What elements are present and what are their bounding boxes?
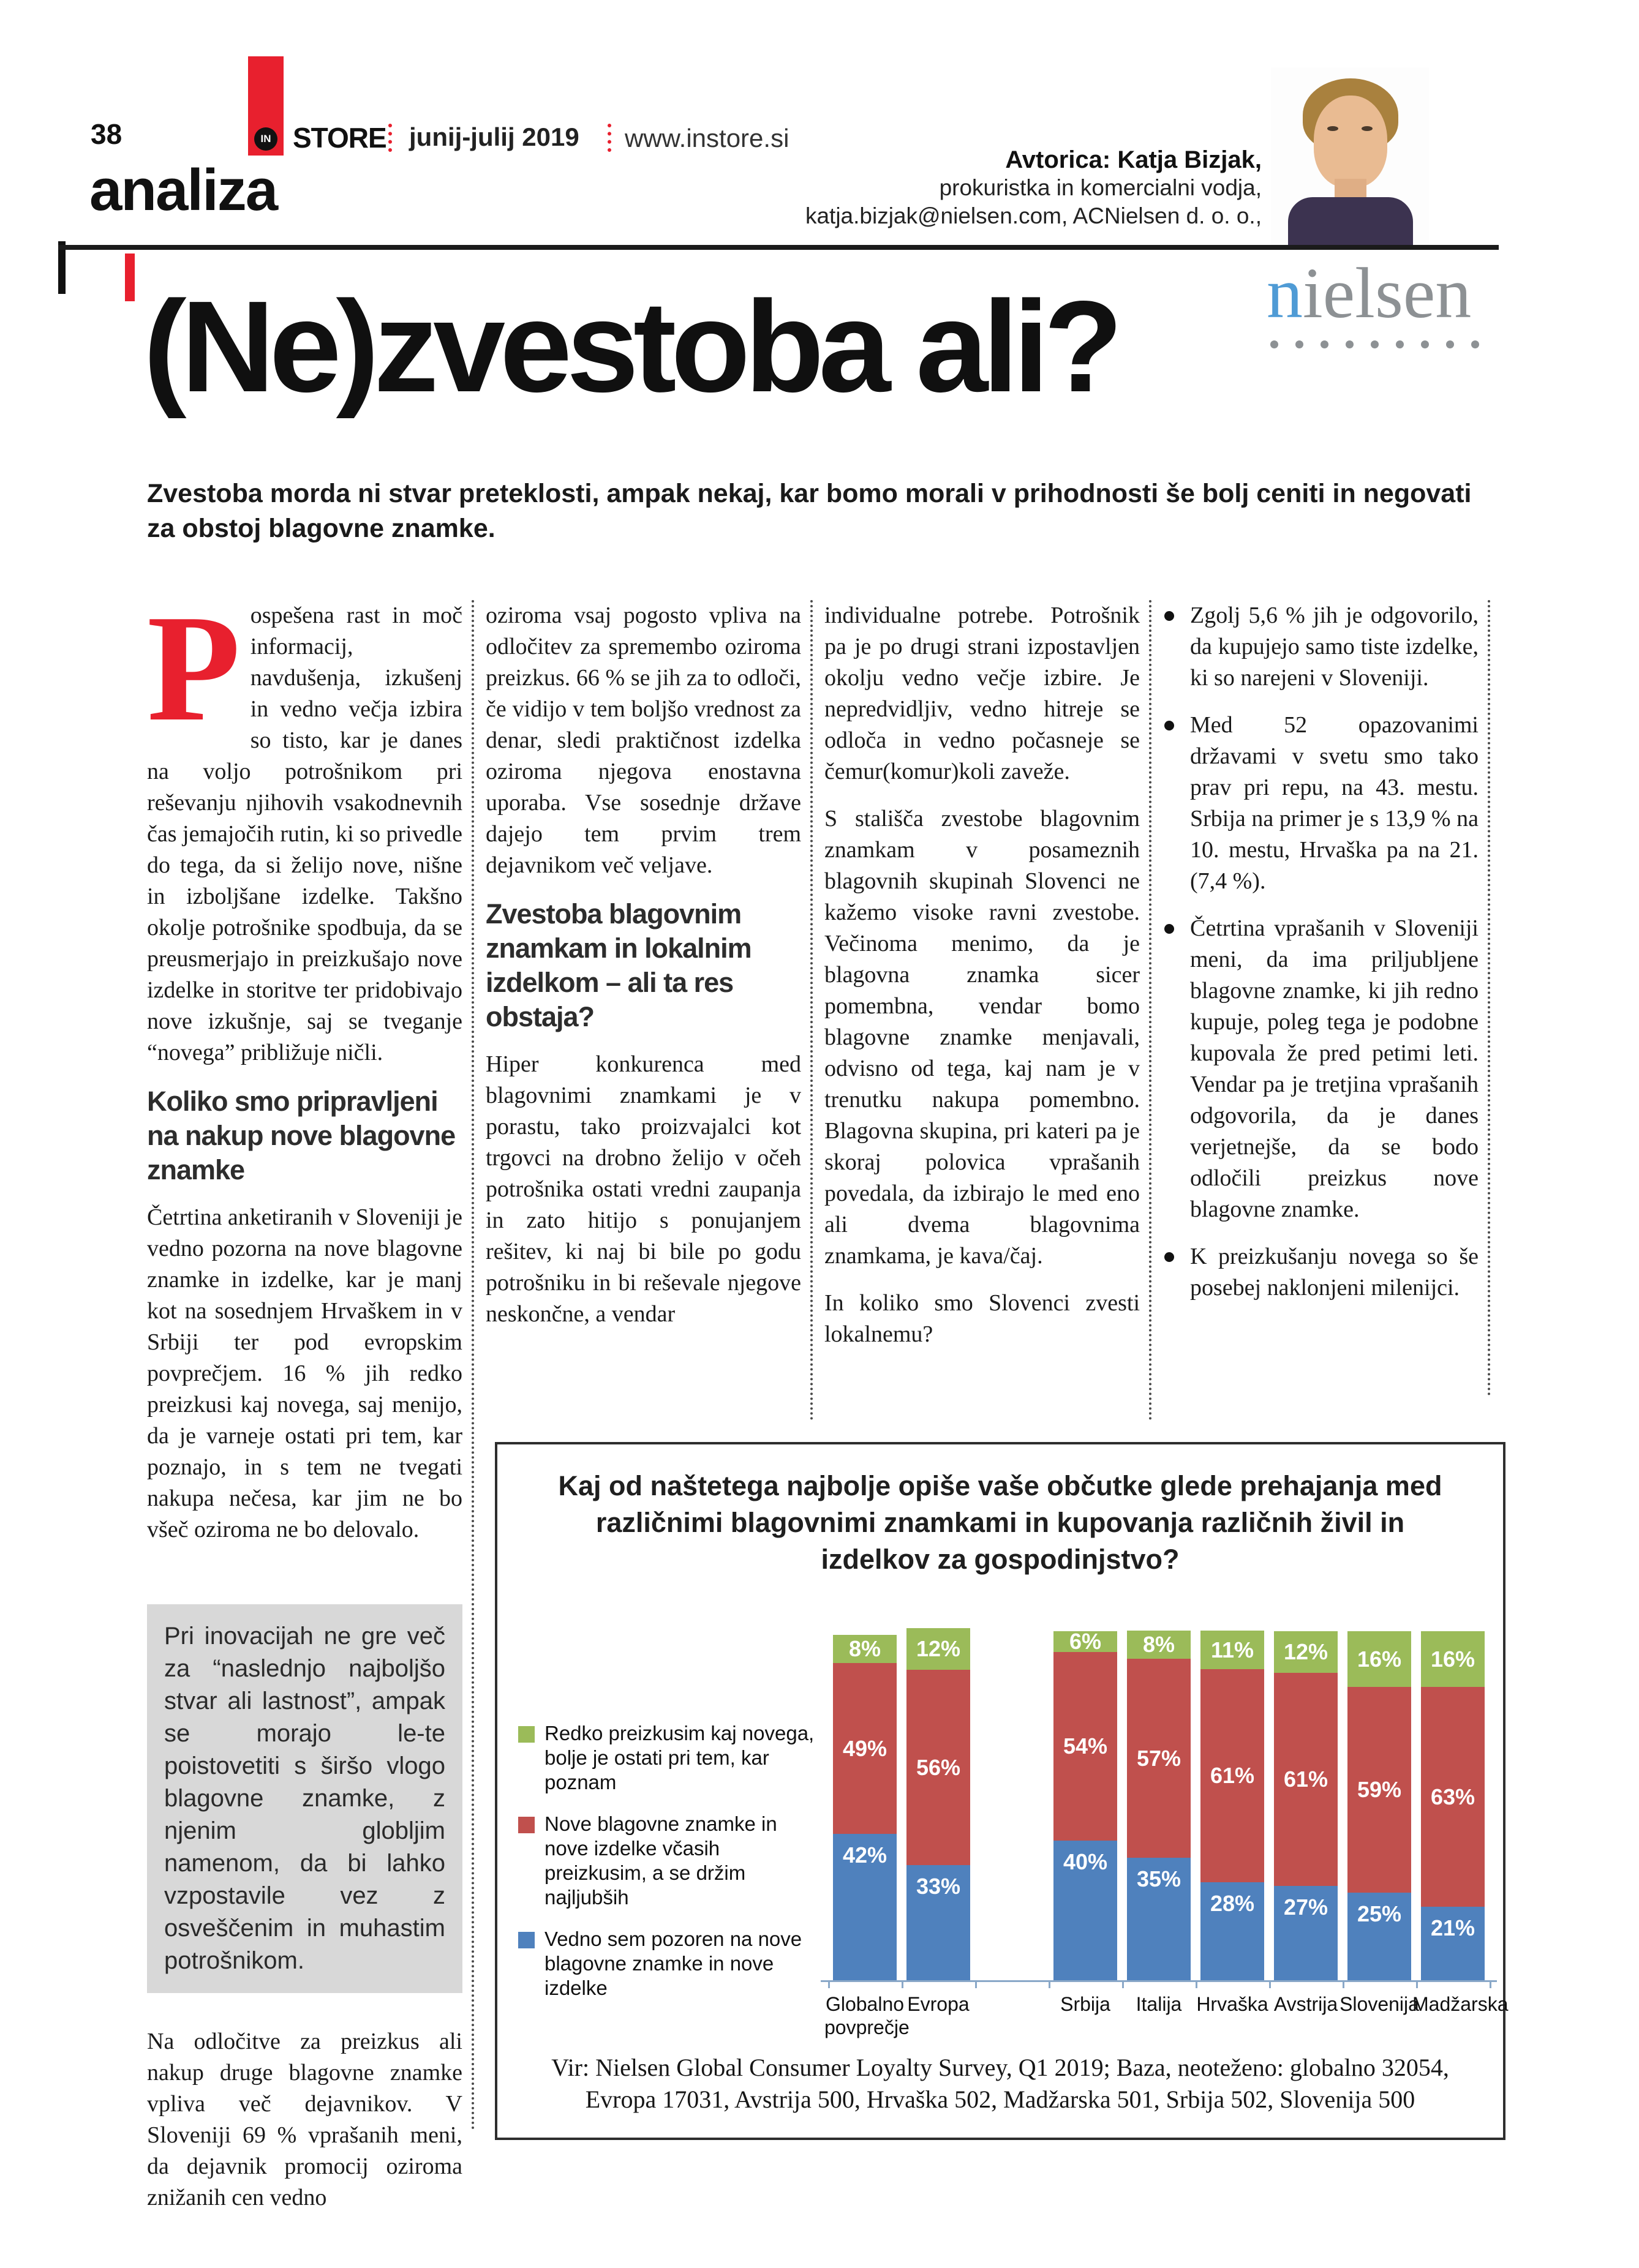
author-block (710, 146, 1262, 230)
nielsen-logo-text: nielsen (1267, 253, 1472, 333)
category-label: Hrvaška (1196, 1993, 1268, 2015)
bar-segment (1127, 1659, 1191, 1858)
category-label: Madžarska (1412, 1993, 1509, 2015)
text-column-2 (486, 600, 801, 1346)
instore-logo-circle: IN (254, 127, 277, 151)
x-axis-tick (975, 1980, 977, 1988)
bullet-item (1163, 600, 1479, 694)
header-rule (58, 245, 1499, 250)
bar-value-label: 21% (1430, 1915, 1475, 1940)
column-separator (1149, 600, 1151, 1421)
bar-segment (1127, 1631, 1191, 1659)
bar-segment (1127, 1858, 1191, 1980)
bullet-text: Zgolj 5,6 % jih je odgovorilo, da kupujejo samo tiste izdelke, ki so narejeni v Sloveniji. (1190, 603, 1479, 691)
column-separator (472, 600, 474, 2131)
bar-chart-plot (497, 1444, 1509, 2138)
bar-segment (906, 1865, 970, 1980)
issue-date: junij-julij 2019 (409, 122, 579, 151)
bar-segment (1421, 1687, 1485, 1907)
bar-value-label: 59% (1357, 1777, 1402, 1802)
photo-shoulders (1288, 197, 1413, 247)
category-label: Italija (1136, 1993, 1182, 2015)
nielsen-logo (1267, 253, 1499, 348)
article-subtitle: Zvestoba morda ni stvar preteklosti, ampak nekaj, kar bomo morali v prihodnosti še bolj ceniti in negovati za obstoj blagovne znamke. (147, 479, 1472, 543)
bar-value-label: 8% (1142, 1632, 1175, 1657)
bullet-text: Četrtina vprašanih v Sloveniji meni, da ima priljubljene blagovne znamke, ki jih redno kupuje, poleg tega je podobne kupovala že pred petimi leti. Vendar pa je tretjina vprašanih odgovorila, da je danes verjetnejše, da se bodo odločili preizkus nove blagovne znamke. (1190, 915, 1479, 1222)
x-axis-tick (1416, 1980, 1418, 1988)
x-axis (821, 1980, 1497, 1982)
bar-value-label: 40% (1063, 1849, 1108, 1874)
x-axis-tick (1196, 1980, 1197, 1988)
author-contact: katja.bizjak@nielsen.com, ACNielsen d. o. o., (805, 203, 1262, 228)
text-column-3 (824, 600, 1140, 1366)
paragraph: In koliko smo Slovenci zvesti lokalnemu? (824, 1290, 1140, 1347)
paragraph: Četrtina anketiranih v Sloveniji je vedno pozorna na nove blagovne znamke in izdelke, kar je manj kot na sosednjem Hrvaškem in v Srbiji ter pod evropskim povprečjem. 16 % jih redko preizkusi kaj novega, saj menijo, da je varneje ostati pri tem, kar poznajo, in s tem ne tvegati nakupa nečesa, kar jim ne bo všeč oziroma ne bo delovalo. (147, 1204, 462, 1542)
bar-value-label: 25% (1357, 1901, 1402, 1926)
paragraph: S stališča zvestobe blagovnim znamkam v posameznih blagovnih skupinah Slovenci ne kažemo visoke ravni zvestobe. Večinoma menimo, da je blagovna znamka sicer pomembna, vendar bomo blagovne znamke menjavali, odvisno od tega, kaj nam je v trenutku nakupa pomembno. Blagovna skupina, pri kateri pa je skoraj polovica vprašanih povedala, da izbirajo le med eno ali dvema blagovnima znamkama, je kava/čaj. (824, 806, 1140, 1269)
author-name: Avtorica: Katja Bizjak, (1005, 146, 1262, 173)
bar-segment (1347, 1631, 1411, 1687)
instore-logo (248, 56, 284, 156)
bullet-item (1163, 913, 1479, 1225)
bar-segment (1200, 1882, 1264, 1980)
bar-segment (1274, 1673, 1338, 1886)
bar-value-label: 11% (1210, 1637, 1254, 1662)
column-heading: Koliko smo pripravljeni na nakup nove blagovne znamke (147, 1086, 456, 1185)
category-label: Slovenija (1339, 1993, 1419, 2015)
column-separator (810, 600, 813, 1421)
bar-segment (833, 1635, 897, 1663)
bar-value-label: 42% (842, 1842, 887, 1868)
x-axis-tick (1122, 1980, 1124, 1988)
author-role: prokuristka in komercialni vodja, (939, 175, 1262, 200)
photo-eye (1362, 126, 1373, 131)
bar-segment (1347, 1687, 1411, 1893)
bar-segment (1347, 1893, 1411, 1980)
chart-source: Vir: Nielsen Global Consumer Loyalty Survey, Q1 2019; Baza, neoteženo: globalno 32054, Evropa 17031, Avstrija 500, Hrvaška 502, Madžarska 501, Srbija 502, Slovenija 500 (551, 2054, 1449, 2113)
legend-label: Redko preizkusim kaj novega, bolje je ostati pri tem, kar poznam (544, 1722, 815, 1793)
bullet-list (1163, 600, 1479, 1304)
bar-segment (1053, 1631, 1117, 1652)
category-label: Globalno povprečje (824, 1993, 910, 2038)
photo-face (1314, 96, 1387, 187)
category-label: Avstrija (1273, 1993, 1338, 2015)
bar-value-label: 16% (1357, 1646, 1402, 1672)
bar-value-label: 57% (1136, 1745, 1181, 1771)
text-column-4 (1163, 600, 1479, 1320)
magazine-name: STORE (293, 122, 386, 154)
bar-segment (1274, 1631, 1338, 1673)
bullet-text: K preizkušanju novega so še posebej naklonjeni milenijci. (1190, 1244, 1479, 1301)
header-separator-icon (608, 124, 611, 152)
bar-value-label: 16% (1430, 1646, 1475, 1672)
header-separator-icon (388, 124, 392, 152)
bar-value-label: 6% (1069, 1629, 1102, 1654)
bar-value-label: 12% (1283, 1639, 1328, 1664)
bar-value-label: 27% (1283, 1894, 1328, 1920)
article-title: (Ne)zvestoba ali? (143, 274, 1118, 419)
category-label: Evropa (907, 1993, 970, 2015)
bar-value-label: 12% (916, 1636, 961, 1661)
bar-segment (906, 1628, 970, 1670)
column-separator (1488, 600, 1490, 1396)
text-column-1 (147, 584, 462, 2229)
bullet-dot-icon (1164, 924, 1174, 934)
bullet-text: Med 52 opazovanimi državami v svetu smo tako prav pri repu, na 43. mestu. Srbija na primer je s 13,9 % na 10. mestu, Hrvaška pa na 21. (7,4 %). (1190, 712, 1479, 894)
paragraph: Hiper konkurenca med blagovnimi znamkami je v porastu, tako proizvajalci kot trgovci na drobno želijo v očeh potrošnika ostati vredni zaupanja in zato hitijo s ponujanjem rešitev, ki naj bi bile po godu potrošniku in bi reševale njegove neskončne, a vendar (486, 1051, 801, 1327)
title-accent-bar (125, 253, 135, 301)
bar-segment (833, 1834, 897, 1980)
bar-segment (1053, 1841, 1117, 1980)
bullet-dot-icon (1164, 721, 1174, 730)
x-axis-tick (1343, 1980, 1344, 1988)
category-label: Srbija (1060, 1993, 1110, 2015)
bar-value-label: 56% (916, 1754, 961, 1780)
column-heading: Zvestoba blagovnim znamkam in lokalnim izdelkom – ali ta res obstaja? (486, 898, 752, 1032)
chart-panel (495, 1442, 1509, 2140)
bar-value-label: 35% (1136, 1866, 1181, 1891)
callout-box: Pri inovacijah ne gre več za “naslednjo najboljšo stvar ali lastnost”, ampak se morajo le-te poistovetiti s širšo vlogo blagovne znamke, z njenim globljim namenom, da bi lahko vzpostavile vez z osveščenim in muhastim potrošnikom. (147, 1604, 462, 1993)
bar-value-label: 61% (1283, 1767, 1328, 1792)
bar-value-label: 54% (1063, 1733, 1108, 1759)
paragraph: oziroma vsaj pogosto vpliva na odločitev za spremembo oziroma preizkus. 66 % se jih za to odloči, če vidijo v tem boljšo vrednost za denar, sledi praktičnost izdelka oziroma njegova enostavna uporaba. Vse sosednje države dajejo tem prvim trem dejavnikom več veljave. (486, 603, 801, 878)
x-axis-tick (902, 1980, 903, 1988)
drop-cap: P (147, 584, 241, 753)
bullet-dot-icon (1164, 1252, 1174, 1262)
legend-label: Vedno sem pozoren na nove blagovne znamke in nove izdelke (544, 1928, 802, 1999)
bullet-dot-icon (1164, 611, 1174, 621)
x-axis-tick (1490, 1980, 1491, 1988)
bar-segment (1421, 1631, 1485, 1687)
author-photo (1271, 67, 1429, 247)
bar-value-label: 63% (1430, 1784, 1475, 1809)
paragraph: individualne potrebe. Potrošnik pa je po drugi strani izpostavljen okolju vedno večje izbire. Je nepredvidljiv, vedno hitreje se odloča in vedno počasneje se čemur(komur)koli zaveže. (824, 603, 1140, 784)
bullet-item (1163, 1241, 1479, 1304)
bar-value-label: 33% (916, 1874, 961, 1899)
legend-label: Nove blagovne znamke in nove izdelke včasih preizkusim, a se držim najljubših (544, 1812, 777, 1909)
bar-segment (906, 1670, 970, 1865)
website-link[interactable]: www.instore.si (625, 124, 789, 152)
bar-segment (1421, 1907, 1485, 1980)
bar-value-label: 61% (1210, 1763, 1255, 1788)
page-number: 38 (91, 118, 122, 150)
bar-segment (1274, 1886, 1338, 1980)
bar-value-label: 28% (1210, 1891, 1255, 1916)
x-axis-tick (1269, 1980, 1271, 1988)
section-title: analiza (89, 157, 277, 223)
paragraph: Na odločitve za preizkus ali nakup druge blagovne znamke vpliva več dejavnikov. V Sloveniji 69 % vprašanih meni, da dejavnik promocij oziroma znižanih cen vedno (147, 2029, 462, 2210)
bullet-item (1163, 710, 1479, 897)
bar-segment (1200, 1631, 1264, 1669)
nielsen-logo-dots-icon (1267, 340, 1499, 348)
bar-value-label: 49% (842, 1735, 887, 1761)
x-axis-tick (828, 1980, 830, 1988)
bar-segment (833, 1663, 897, 1834)
bar-segment (1053, 1652, 1117, 1841)
photo-eye (1327, 126, 1338, 131)
paragraph: Pospešena rast in moč informacij, navdušenja, izkušenj in vedno večja izbira so tisto, kar je danes na voljo potrošnikom pri reševanju njihovih vsakodnevnih čas jemajočih rutin, ki so privedle do tega, da si želijo nove, nišne in izboljšane izdelke. Takšno okolje potrošnike spodbuja, da se preusmerjajo in preizkušajo nove izdelke in storitve ter pridobivajo nove izkušnje, saj se tveganje “novega” približuje ničli. (147, 584, 462, 1065)
chart-title: Kaj od naštetega najbolje opiše vaše občutke glede prehajanja med različnimi blagovnimi znamkami in kupovanja različnih živil in izdelkov za gospodinjstvo? (558, 1470, 1442, 1575)
bar-value-label: 8% (848, 1636, 881, 1661)
x-axis-tick (1049, 1980, 1050, 1988)
bar-segment (1200, 1669, 1264, 1882)
